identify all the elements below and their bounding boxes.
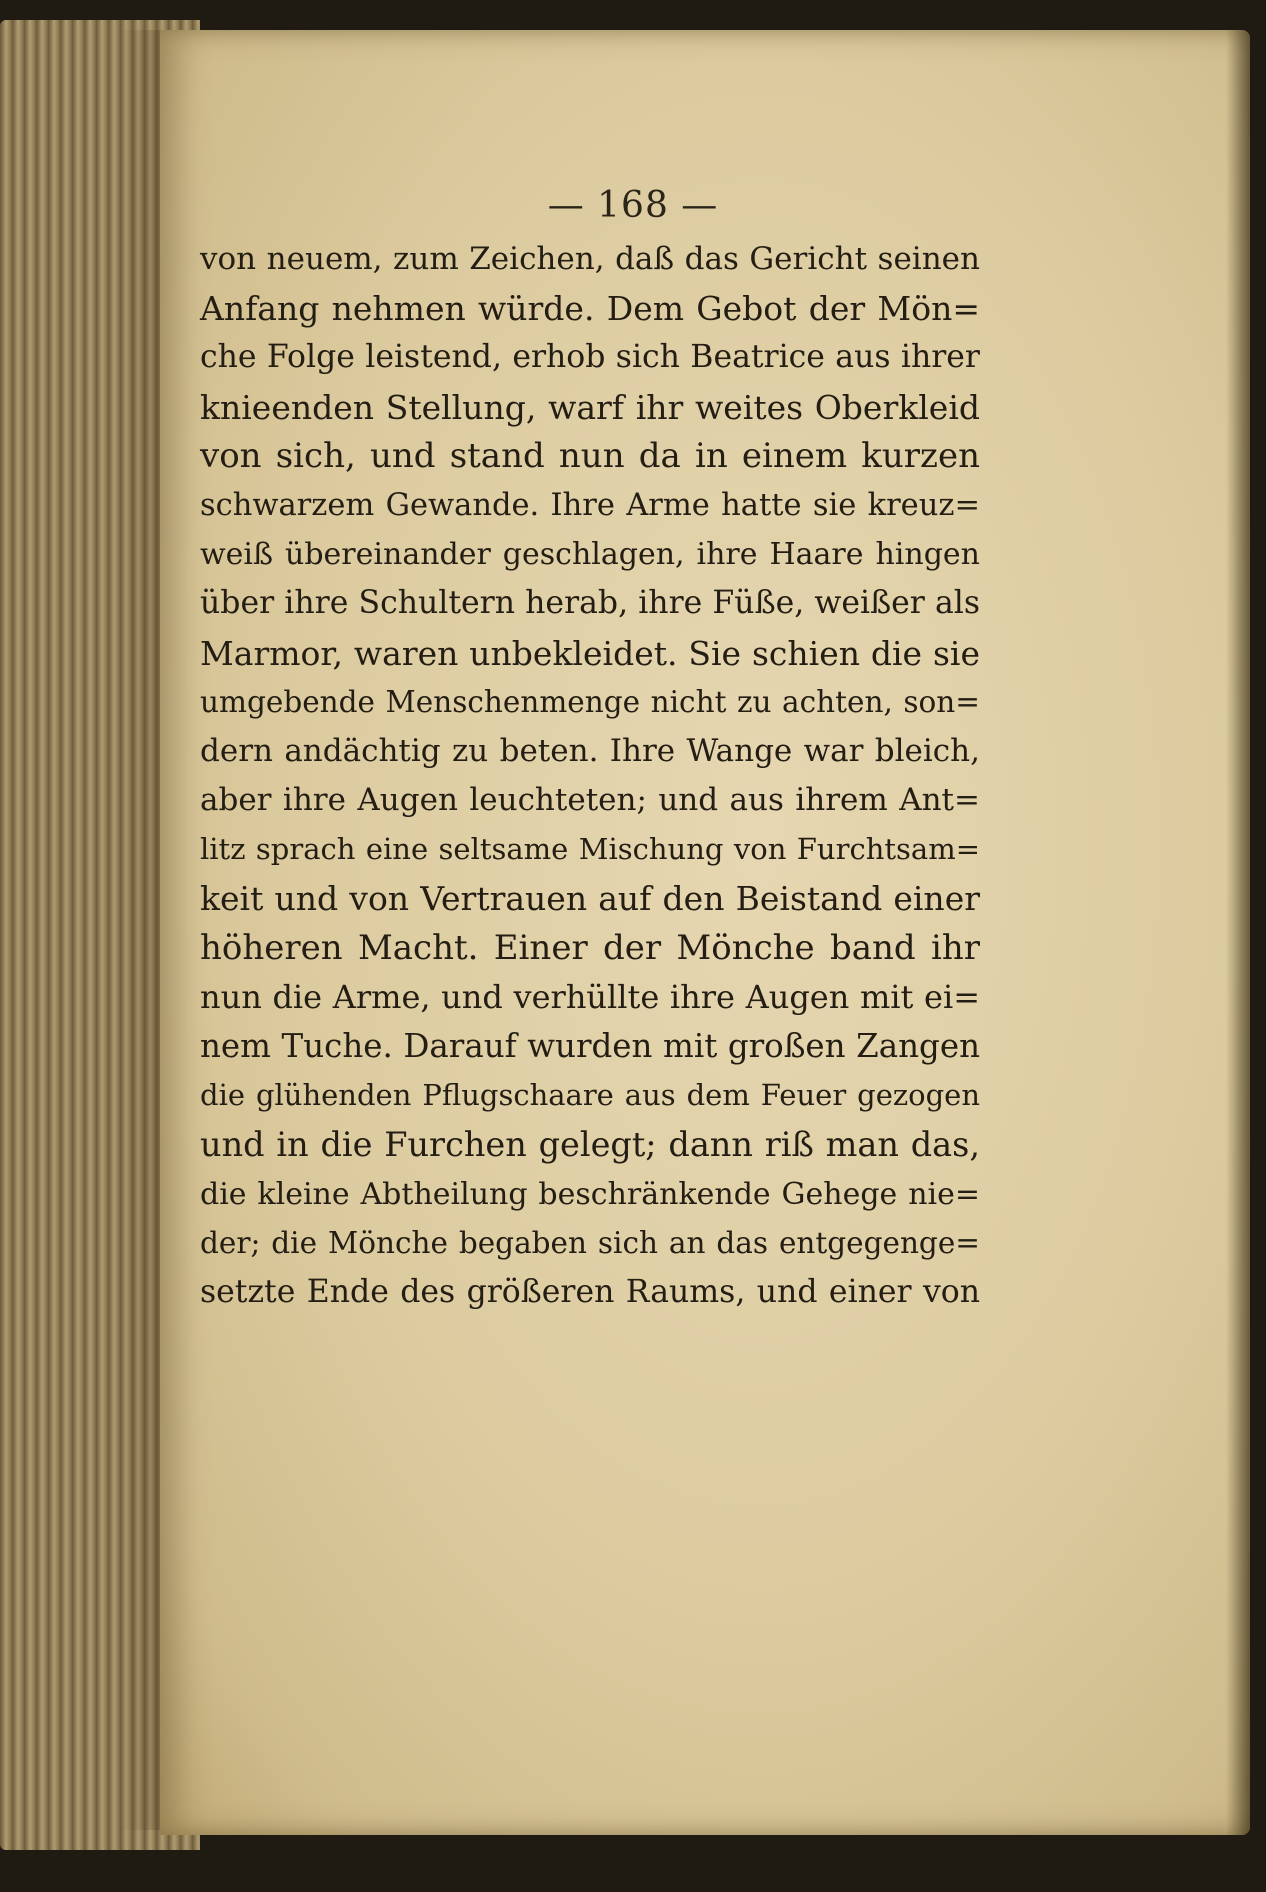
page-gutter-shadow xyxy=(1226,30,1250,1835)
text-line: über ihre Schultern herab, ihre Füße, weißer als xyxy=(200,585,980,622)
text-line: die kleine Abtheilung beschränkende Gehege nie= xyxy=(200,1176,980,1212)
text-line: dern andächtig zu beten. Ihre Wange war bleich, xyxy=(200,732,980,769)
text-line: von neuem, zum Zeichen, daß das Gericht seinen xyxy=(200,241,980,277)
text-line: keit und von Vertrauen auf den Beistand einer xyxy=(200,879,980,919)
text-line: von sich, und stand nun da in einem kurzen xyxy=(200,435,980,476)
text-line: und in die Furchen gelegt; dann riß man das, xyxy=(200,1125,980,1165)
text-line: Anfang nehmen würde. Dem Gebot der Mön= xyxy=(200,289,980,329)
text-line: nun die Arme, und verhüllte ihre Augen mit ei= xyxy=(200,977,980,1016)
text-line: che Folge leistend, erhob sich Beatrice aus ihrer xyxy=(200,339,980,376)
text-line: setzte Ende des größeren Raums, und einer von xyxy=(200,1273,980,1310)
text-line: litz sprach eine seltsame Mischung von Furchtsam= xyxy=(200,832,980,867)
page-number: — 168 — xyxy=(547,185,719,226)
text-line: die glühenden Pflugschaare aus dem Feuer gezogen xyxy=(200,1078,980,1113)
text-line: umgebende Menschenmenge nicht zu achten, son= xyxy=(200,684,980,719)
text-line: weiß übereinander geschlagen, ihre Haare hingen xyxy=(200,537,980,573)
body-text xyxy=(200,235,980,1317)
text-line: aber ihre Augen leuchteten; und aus ihrem Ant= xyxy=(200,782,980,819)
text-line: höheren Macht. Einer der Mönche band ihr xyxy=(200,927,980,968)
text-line: Marmor, waren unbekleidet. Sie schien die sie xyxy=(200,633,980,673)
text-line: nem Tuche. Darauf wurden mit großen Zangen xyxy=(200,1027,980,1065)
text-line: knieenden Stellung, warf ihr weites Oberkleid xyxy=(200,387,980,427)
text-line: der; die Mönche begaben sich an das entgegenge= xyxy=(200,1225,980,1260)
text-line: schwarzem Gewande. Ihre Arme hatte sie kreuz= xyxy=(200,487,980,523)
